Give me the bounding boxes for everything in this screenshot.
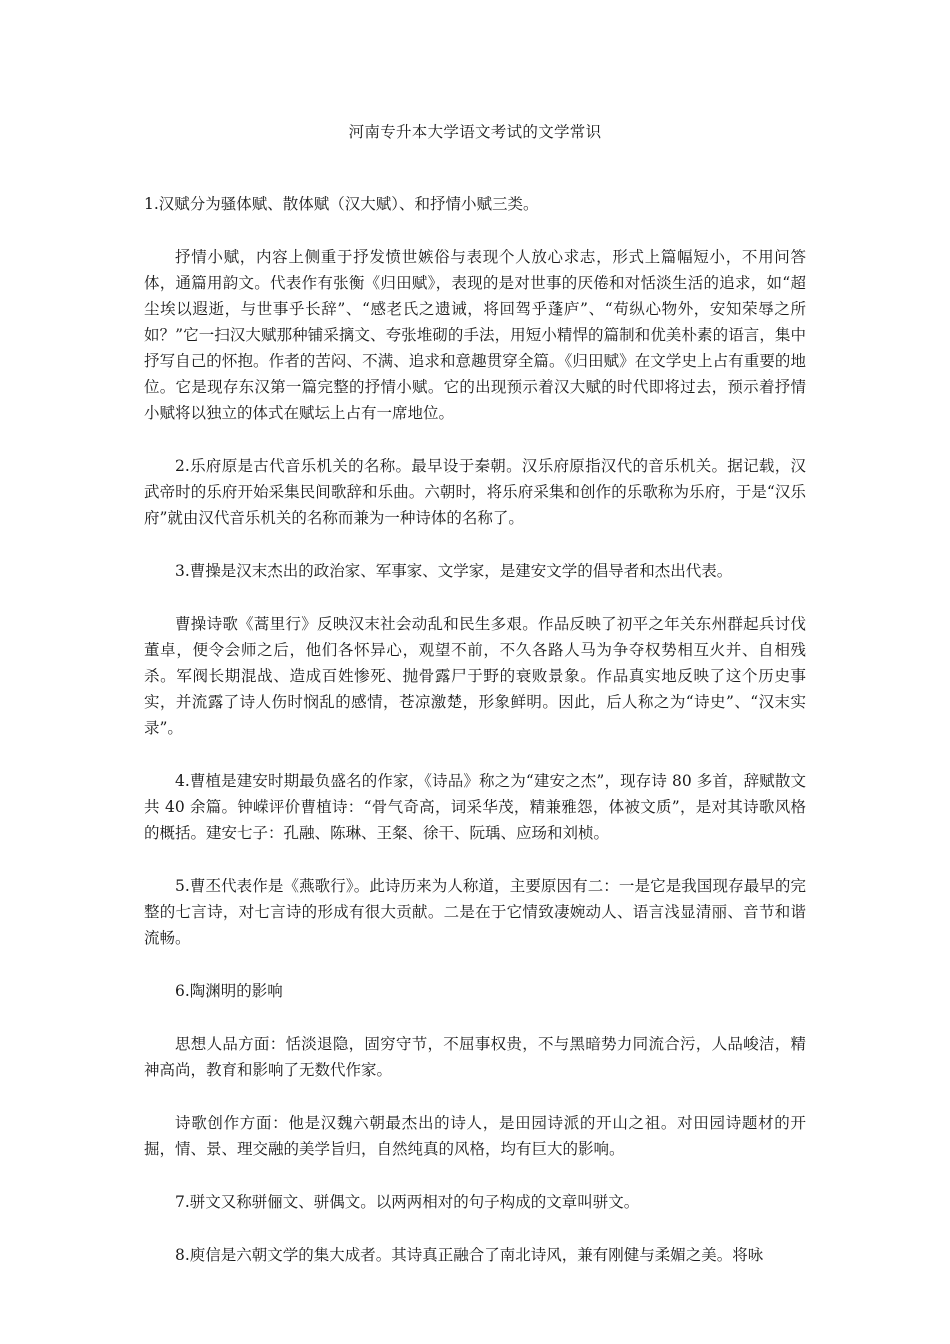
paragraph-6: 4.曹植是建安时期最负盛名的作家，《诗品》称之为“建安之杰”，现存诗 80 多首，辞赋散文共 40 余篇。钟嵘评价曹植诗：“骨气奇高，词采华茂，精兼雅怨，体被文质”，是对其诗歌风格的概括。建安七子：孔融、陈琳、王粲、徐干、阮瑀、应玚和刘桢。 <box>144 772 806 842</box>
paragraph-9: 思想人品方面：恬淡退隐，固穷守节，不屈事权贵，不与黑暗势力同流合污，人品峻洁，精神高尚，教育和影响了无数代作家。 <box>144 1035 806 1079</box>
paragraph-10: 诗歌创作方面：他是汉魏六朝最杰出的诗人，是田园诗派的开山之祖。对田园诗题材的开掘，情、景、理交融的美学旨归，自然纯真的风格，均有巨大的影响。 <box>144 1114 806 1158</box>
paragraph-8: 6.陶渊明的影响 <box>175 982 283 1000</box>
paragraph-11: 7.骈文又称骈俪文、骈偶文。以两两相对的句子构成的文章叫骈文。 <box>175 1193 640 1211</box>
paragraph-12: 8.庾信是六朝文学的集大成者。其诗真正融合了南北诗风，兼有刚健与柔媚之美。将咏 <box>175 1246 764 1264</box>
paragraph-7: 5.曹丕代表作是《燕歌行》。此诗历来为人称道，主要原因有二：一是它是我国现存最早的完整的七言诗，对七言诗的形成有很大贡献。二是在于它情致凄婉动人、语言浅显清丽、音节和谐流畅。 <box>144 877 806 947</box>
paragraph-4: 3.曹操是汉末杰出的政治家、军事家、文学家，是建安文学的倡导者和杰出代表。 <box>175 562 733 580</box>
paragraph-1: 1.汉赋分为骚体赋、散体赋（汉大赋）、和抒情小赋三类。 <box>144 195 539 213</box>
paragraph-2: 抒情小赋，内容上侧重于抒发愤世嫉俗与表现个人放心求志，形式上篇幅短小，不用问答体，通篇用韵文。代表作有张衡《归田赋》，表现的是对世事的厌倦和对恬淡生活的追求，如“超尘埃以遐逝，与世事乎长辞”、“感老氏之遗诫，将回驾乎蓬庐”、“苟纵心物外，安知荣辱之所如？”它一扫汉大赋那种铺采摛文、夸张堆砌的手法，用短小精悍的篇制和优美朴素的语言，集中抒写自己的怀抱。作者的苦闷、不满、追求和意趣贯穿全篇。《归田赋》在文学史上占有重要的地位。它是现存东汉第一篇完整的抒情小赋。它的出现预示着汉大赋的时代即将过去，预示着抒情小赋将以独立的体式在赋坛上占有一席地位。 <box>144 248 806 422</box>
paragraph-5: 曹操诗歌《蒿里行》反映汉末社会动乱和民生多艰。作品反映了初平之年关东州群起兵讨伐董卓，便令会师之后，他们各怀异心，观望不前，不久各路人马为争夺权势相互火并、自相残杀。军阀长期混战、造成百姓惨死、抛骨露尸于野的衰败景象。作品真实地反映了这个历史事实，并流露了诗人伤时悯乱的感情，苍凉激楚，形象鲜明。因此，后人称之为“诗史”、“汉末实录”。 <box>144 615 806 737</box>
paragraph-3: 2.乐府原是古代音乐机关的名称。最早设于秦朝。汉乐府原指汉代的音乐机关。据记载，汉武帝时的乐府开始采集民间歌辞和乐曲。六朝时，将乐府采集和创作的乐歌称为乐府，于是“汉乐府”就由汉代音乐机关的名称而兼为一种诗体的名称了。 <box>144 457 806 527</box>
document-body <box>144 191 806 1295</box>
document-title: 河南专升本大学语文考试的文学常识 <box>348 123 602 141</box>
